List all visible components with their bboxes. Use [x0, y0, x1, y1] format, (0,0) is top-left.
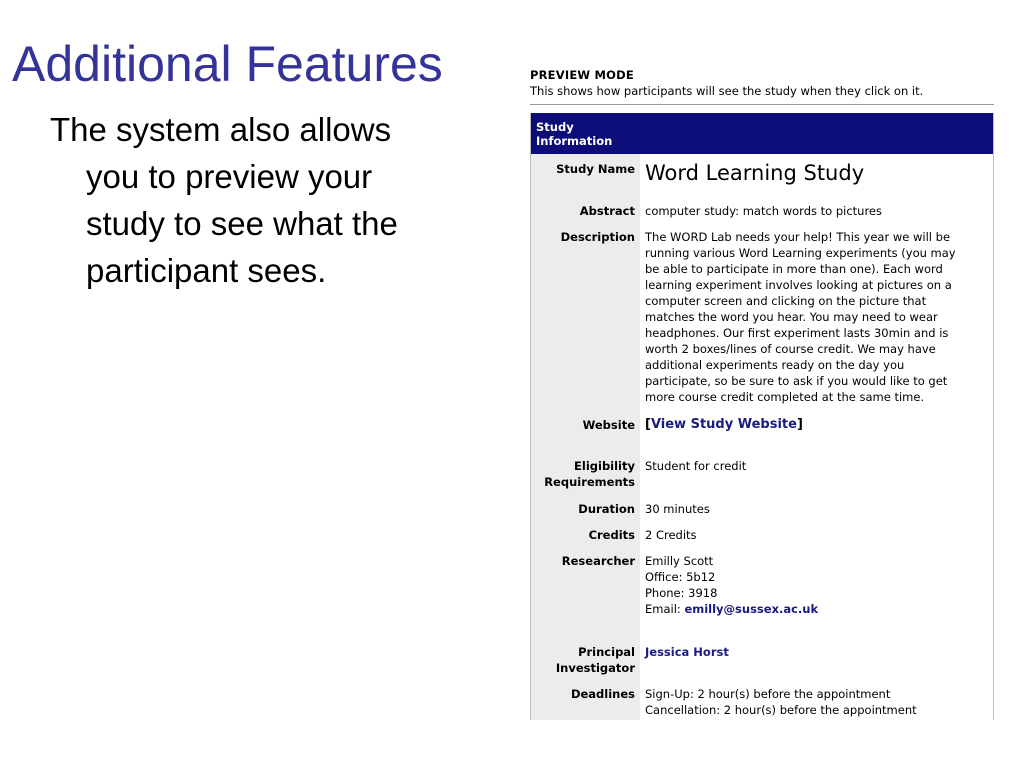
slide-body-text [50, 106, 490, 294]
description-line: matches the word you hear. You may need to wear [645, 310, 938, 324]
eligibility-label [531, 458, 635, 490]
description-line: more course credit completed at the same time. [645, 390, 925, 404]
description-label: Description [560, 230, 635, 244]
description-line: computer screen and clicking on the picture that [645, 294, 927, 308]
bracket-open: [ [645, 417, 651, 432]
principal-investigator-link[interactable]: Jessica Horst [645, 645, 729, 659]
slide-body-line: you to preview your [86, 158, 373, 195]
researcher-value [645, 553, 985, 617]
description-value [645, 229, 985, 405]
eligibility-value: Student for credit [645, 459, 747, 473]
principal-investigator-label [531, 644, 635, 676]
label-line: Requirements [544, 475, 635, 489]
researcher-phone: Phone: 3918 [645, 586, 718, 600]
preview-mode-description: This shows how participants will see the study when they click on it. [530, 84, 924, 98]
description-line: learning experiment involves looking at pictures on a [645, 278, 952, 292]
duration-value: 30 minutes [645, 502, 710, 516]
study-name-label: Study Name [556, 162, 635, 176]
view-study-website-link[interactable]: View Study Website [650, 417, 797, 432]
credits-value: 2 Credits [645, 528, 697, 542]
label-line: Eligibility [574, 459, 635, 473]
description-line: additional experiments ready on the day you [645, 358, 905, 372]
deadlines-value [645, 686, 985, 718]
header-line: Information [536, 134, 613, 148]
researcher-label: Researcher [561, 554, 635, 568]
header-line: Study [536, 120, 574, 134]
researcher-email-line [645, 601, 985, 617]
description-line: headphones. Our first experiment lasts 30min and is [645, 326, 949, 340]
slide-body-line: The system also allows [50, 111, 392, 148]
researcher-office: Office: 5b12 [645, 570, 716, 584]
deadlines-label: Deadlines [570, 687, 635, 701]
slide-title: Additional Features [12, 36, 443, 92]
duration-label: Duration [578, 502, 635, 516]
email-prefix: Email: [645, 602, 685, 616]
description-line: worth 2 boxes/lines of course credit. We may have [645, 342, 936, 356]
label-line: Investigator [555, 661, 635, 675]
divider [530, 104, 994, 105]
bracket-close: ] [796, 417, 803, 432]
website-value [645, 416, 985, 434]
study-name-value: Word Learning Study [645, 161, 865, 185]
researcher-email-link[interactable]: emilly@sussex.ac.uk [684, 602, 819, 616]
description-line: participate, so be sure to ask if you would like to get [645, 374, 948, 388]
description-line: be able to participate in more than one). Each word [645, 262, 943, 276]
slide-body-line: participant sees. [86, 252, 327, 289]
label-line: Principal [578, 645, 635, 659]
deadline-line: Sign-Up: 2 hour(s) before the appointment [645, 687, 891, 701]
study-preview-screenshot [530, 66, 994, 720]
study-information-table [530, 113, 994, 720]
website-label: Website [582, 418, 635, 432]
slide-body-line: study to see what the [86, 205, 398, 242]
principal-investigator-value [645, 644, 985, 660]
preview-mode-heading: PREVIEW MODE [530, 68, 634, 82]
deadline-line: Cancellation: 2 hour(s) before the appointment [645, 703, 917, 717]
study-information-header [531, 113, 993, 154]
researcher-name: Emilly Scott [645, 554, 714, 568]
description-line: The WORD Lab needs your help! This year we will be [645, 230, 951, 244]
abstract-value: computer study: match words to pictures [645, 204, 883, 218]
description-line: running various Word Learning experiments (you may [645, 246, 956, 260]
credits-label: Credits [588, 528, 635, 542]
abstract-label: Abstract [579, 204, 635, 218]
